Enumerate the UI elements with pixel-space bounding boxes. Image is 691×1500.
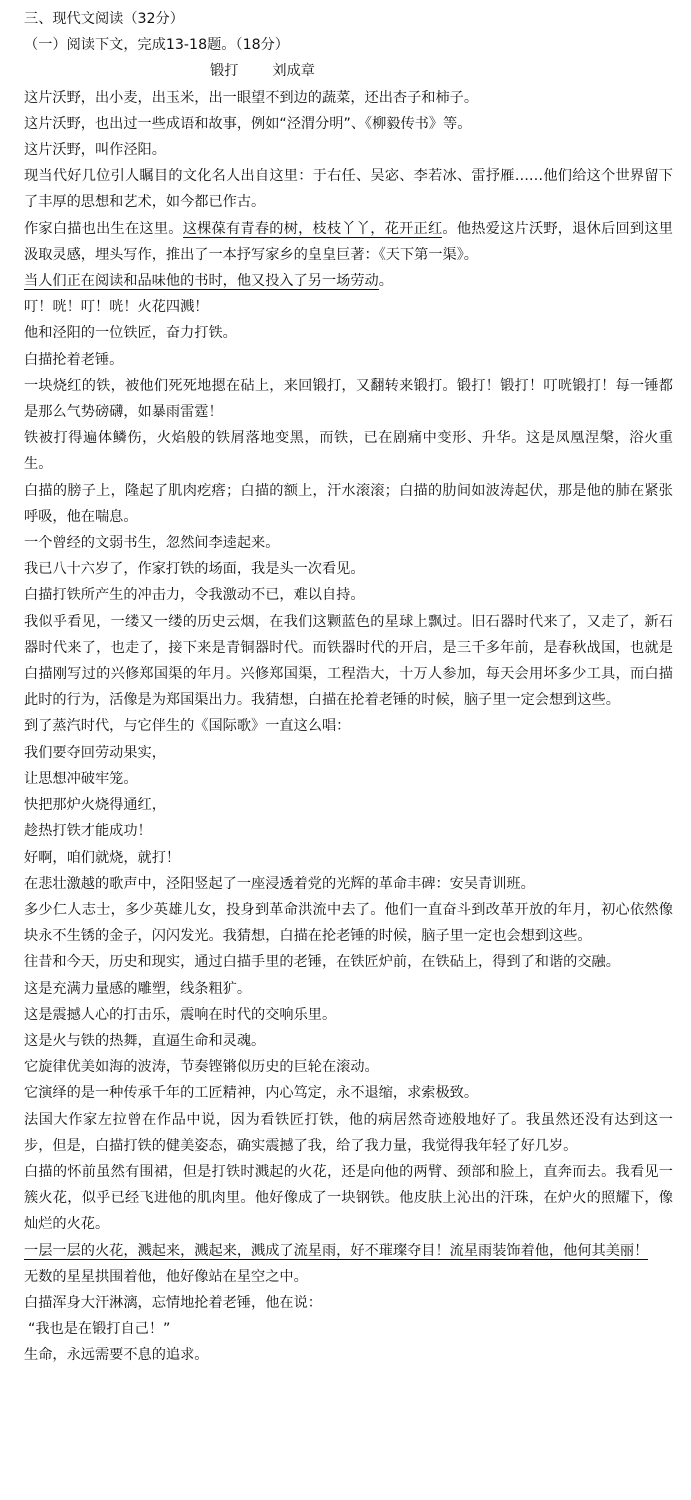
article-paragraph: 他和泾阳的一位铁匠，奋力打铁。 (24, 325, 237, 342)
article-paragraph: 白描抡着老锤。 (24, 351, 124, 368)
paragraph-text: 。 (378, 273, 393, 290)
paragraph-text: 。他热爱这片沃野，退休后回到这里汲取灵感，埋头写作，推出了一本抒写家乡的皇皇巨著：《天下第一渠》。 (24, 220, 673, 263)
article-author: 刘成章 (272, 63, 315, 80)
article-paragraph (24, 216, 673, 268)
article-paragraph: 我已八十六岁了，作家打铁的场面，我是头一次看见。 (24, 561, 365, 578)
article-paragraph: 多少仁人志士，多少英雄儿女，投身到革命洪流中去了。他们一直奋斗到改革开放的年月，初心依然像块永不生锈的金子，闪闪发光。我猜想，白描在抡老锤的时候，脑子里一定也会想到这些。 (24, 901, 673, 945)
article-paragraph: 这片沃野，叫作泾阳。 (24, 142, 166, 159)
article-paragraph: 这是火与铁的热舞，直逼生命和灵魂。 (24, 1032, 266, 1049)
article-paragraph: 我似乎看见，一缕又一缕的历史云烟，在我们这颗蓝色的星球上飘过。旧石器时代来了，又走了，新石器时代来了，也走了，接下来是青铜器时代。而铁器时代的开启，是三千多年前，是春秋战国，也就是白描刚写过的兴修郑国渠的年月。兴修郑国渠，工程浩大，十万人参加，每天会用坏多少工具，而白描此时的行为，活像是为郑国渠出力。我猜想，白描在抡着老锤的时候，脑子里一定会想到这些。 (24, 613, 673, 709)
article-title: 锻打 (210, 63, 239, 80)
article-paragraph: 这片沃野，出小麦，出玉米，出一眼望不到边的蔬菜，还出杏子和柿子。 (24, 89, 479, 106)
article-paragraph: “我也是在锻打自己！” (28, 1321, 171, 1338)
article-paragraph (24, 268, 673, 294)
article-paragraph: 往昔和今天，历史和现实，通过白描手里的老锤，在铁匠炉前，在铁砧上，得到了和谐的交融。 (24, 954, 620, 971)
article-paragraph: 我们要夺回劳动果实， (24, 744, 166, 761)
article-paragraph: 无数的星星拱围着他，他好像站在星空之中。 (24, 1268, 308, 1285)
article-body (24, 85, 673, 1369)
article-paragraph: 这片沃野，也出过一些成语和故事，例如“泾渭分明”、《柳毅传书》等。 (24, 115, 472, 132)
section-subheading: （一）阅读下文，完成13-18题。（18分） (24, 37, 289, 54)
article-paragraph: 让思想冲破牢笼。 (24, 770, 138, 787)
article-paragraph: 铁被打得遍体鳞伤，火焰般的铁屑落地变黑，而铁，已在剧痛中变形、升华。这是凤凰涅槃，浴火重生。 (24, 430, 673, 473)
article-paragraph: 在悲壮激越的歌声中，泾阳竖起了一座浸透着党的光辉的革命丰碑：安吴青训班。 (24, 875, 535, 892)
article-paragraph: 法国大作家左拉曾在作品中说，因为看铁匠打铁，他的病居然奇迹般地好了。我虽然还没有达到这一步，但是，白描打铁的健美姿态，确实震撼了我，给了我力量，我觉得我年轻了好几岁。 (24, 1111, 673, 1154)
article-paragraph (24, 1238, 673, 1264)
article-paragraph: 它演绎的是一种传承千年的工匠精神，内心笃定，永不退缩，求索极致。 (24, 1085, 479, 1102)
article-paragraph: 白描打铁所产生的冲击力，令我激动不已，难以自持。 (24, 587, 365, 604)
underlined-sentence: 当人们正在阅读和品味他的书时，他又投入了另一场劳动 (24, 273, 379, 290)
article-paragraph: 趁热打铁才能成功！ (24, 823, 152, 840)
article-paragraph: 白描的怀前虽然有围裙，但是打铁时溅起的火花，还是向他的两臂、颈部和脸上，直奔而去。我看见一簇火花，似乎已经飞进他的肌肉里。他好像成了一块钢铁。他皮肤上沁出的汗珠，在炉火的照耀下，像灿烂的火花。 (24, 1163, 673, 1233)
article-paragraph: 好啊，咱们就烧，就打！ (24, 849, 181, 866)
underlined-sentence: 一层一层的火花，溅起来，溅起来，溅成了流星雨，好不璀璨夺目！流星雨装饰着他，他何其美丽！ (24, 1242, 649, 1259)
article-paragraph: 到了蒸汽时代，与它伴生的《国际歌》一直这么唱： (24, 718, 351, 735)
article-paragraph: 白描的膀子上，隆起了肌肉疙瘩；白描的额上，汗水滚滚；白描的肋间如波涛起伏，那是他的肺在紧张呼吸，他在喘息。 (24, 482, 673, 525)
article-title-line (24, 58, 673, 84)
section-heading: 三、现代文阅读（32分） (24, 11, 184, 27)
article-paragraph: 现当代好几位引人瞩目的文化名人出自这里：于右任、吴宓、李若冰、雷抒雁……他们给这个世界留下了丰厚的思想和艺术，如今都已作古。 (24, 168, 673, 211)
article-paragraph: 这是震撼人心的打击乐，震响在时代的交响乐里。 (24, 1006, 337, 1023)
article-paragraph: 一个曾经的文弱书生，忽然间李逵起来。 (24, 535, 280, 552)
article-paragraph: 这是充满力量感的雕塑，线条粗犷。 (24, 980, 252, 997)
article-paragraph: 白描浑身大汗淋漓，忘情地抡着老锤，他在说： (24, 1294, 322, 1311)
article-paragraph: 它旋律优美如海的波涛，节奏铿锵似历史的巨轮在滚动。 (24, 1059, 379, 1076)
underlined-sentence: 这棵葆有青春的树，枝枝丫丫，花开正红 (182, 220, 443, 237)
article-paragraph: 生命，永远需要不息的追求。 (24, 1347, 209, 1364)
article-paragraph: 快把那炉火烧得通红， (24, 797, 166, 814)
paragraph-text: 作家白描也出生在这里。 (24, 220, 183, 237)
article-paragraph: 一块烧红的铁，被他们死死地摁在砧上，来回锻打，又翻转来锻打。锻打！锻打！叮咣锻打！每一锤都是那么气势磅礴，如暴雨雷霆！ (24, 377, 673, 421)
article-paragraph: 叮！咣！叮！咣！火花四溅！ (24, 299, 209, 316)
